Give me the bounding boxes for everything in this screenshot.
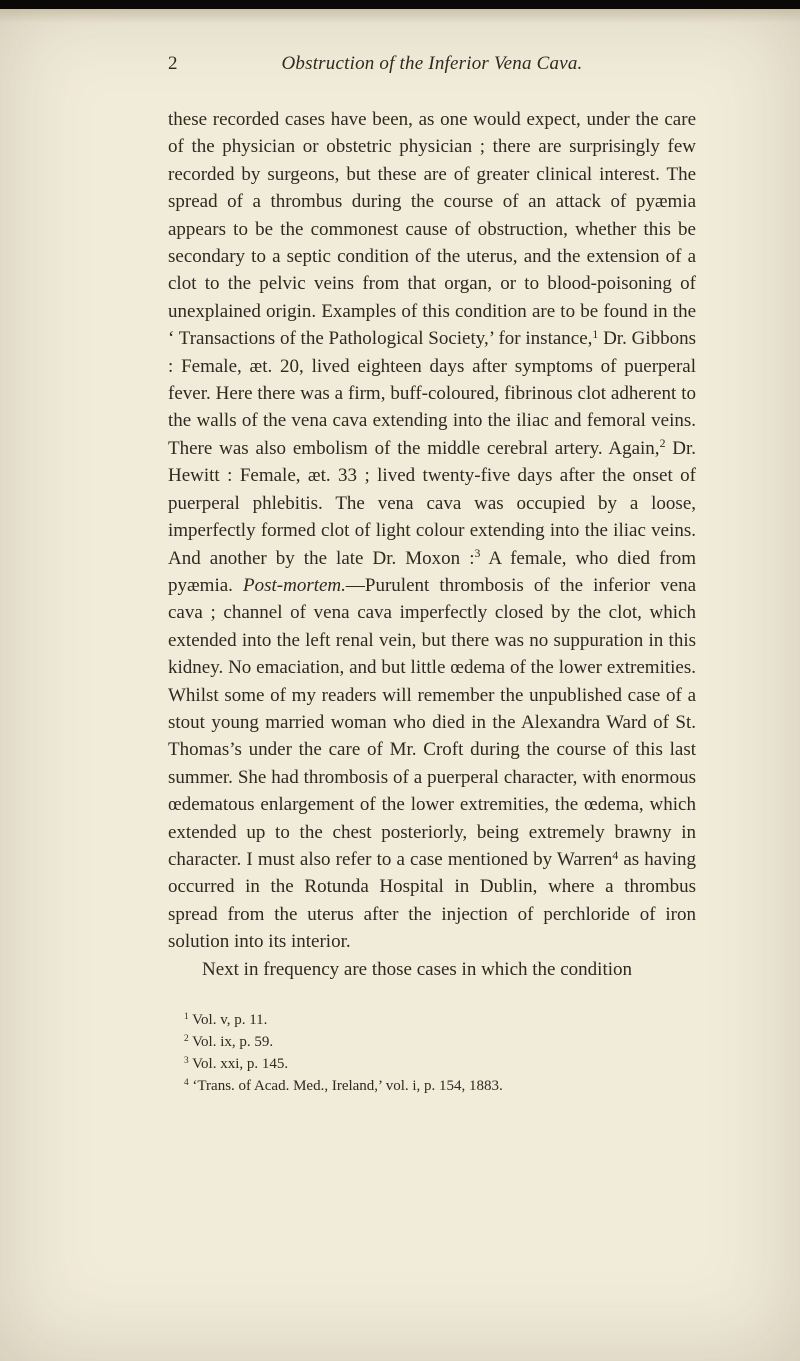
footnote-4: $^4$ ‘Trans. of Acad. Med., Ireland,’ vol. i, p. 154, 1883. bbox=[184, 1077, 503, 1094]
paragraph-next: Next in frequency are those cases in which the condition bbox=[202, 958, 632, 980]
scan-top-shadow bbox=[0, 9, 800, 23]
page-content bbox=[168, 52, 696, 1097]
running-head bbox=[168, 52, 696, 76]
paragraph-continuation: these recorded cases have been, as one would expect, under the care of the physician or obstetric physician ; there are surprisingly few recorded by surgeons, but these are of greater clinical interest. The spread of a thrombus during the course of an attack of pyæmia appears to be the commonest cause of obstruction, whether this be secondary to a septic condition of the uterus, and the extension of a clot to the pelvic veins from that organ, or to blood-poisoning of unexplained origin. Examples of this condition are to be found in the ‘ Transactions of the Pathological Society,’ for instance,$^1$ Dr. Gibbons : Female, æt. 20, lived eighteen days after symptoms of puerperal fever. Here there was a firm, buff-coloured, fibrinous clot adherent to the walls of the vena cava extending into the iliac and femoral veins. There was also embolism of the middle cerebral artery. Again,$^2$ Dr. Hewitt : Female, æt. 33 ; lived twenty-five days after the onset of puerperal phlebitis. The vena cava was occupied by a loose, imperfectly formed clot of light colour extending into the iliac veins. And another by the late Dr. Moxon :$^3$ A female, who died from pyæmia. Post-mortem.—Purulent thrombosis of the inferior vena cava ; channel of vena cava imperfectly closed by the clot, which extended into the left renal vein, but there was no suppuration in this kidney. No emaciation, and but little œdema of the lower extremities. Whilst some of my readers will remember the unpublished case of a stout young married woman who died in the Alexandra Ward of St. Thomas’s under the care of Mr. Croft during the course of this last summer. She had thrombosis of a puerperal character, with enormous œdematous enlargement of the lower extremities, the œdema, which extended up to the chest posteriorly, being extremely brawny in character. I must also refer to a case mentioned by Warren$^4$ as having occurred in the Rotunda Hospital in Dublin, where a thrombus spread from the uterus after the injection of perchloride of iron solution into its interior. bbox=[168, 109, 697, 953]
page-number: 2 bbox=[168, 53, 178, 74]
scan-top-edge bbox=[0, 0, 800, 9]
running-title: Obstruction of the Inferior Vena Cava. bbox=[281, 53, 583, 74]
footnotes bbox=[168, 1009, 696, 1097]
body-text bbox=[168, 106, 696, 983]
footnote-3: $^3$ Vol. xxi, p. 145. bbox=[184, 1055, 289, 1072]
footnote-1: $^1$ Vol. v, p. 11. bbox=[184, 1011, 268, 1028]
footnote-2: $^2$ Vol. ix, p. 59. bbox=[184, 1033, 274, 1050]
